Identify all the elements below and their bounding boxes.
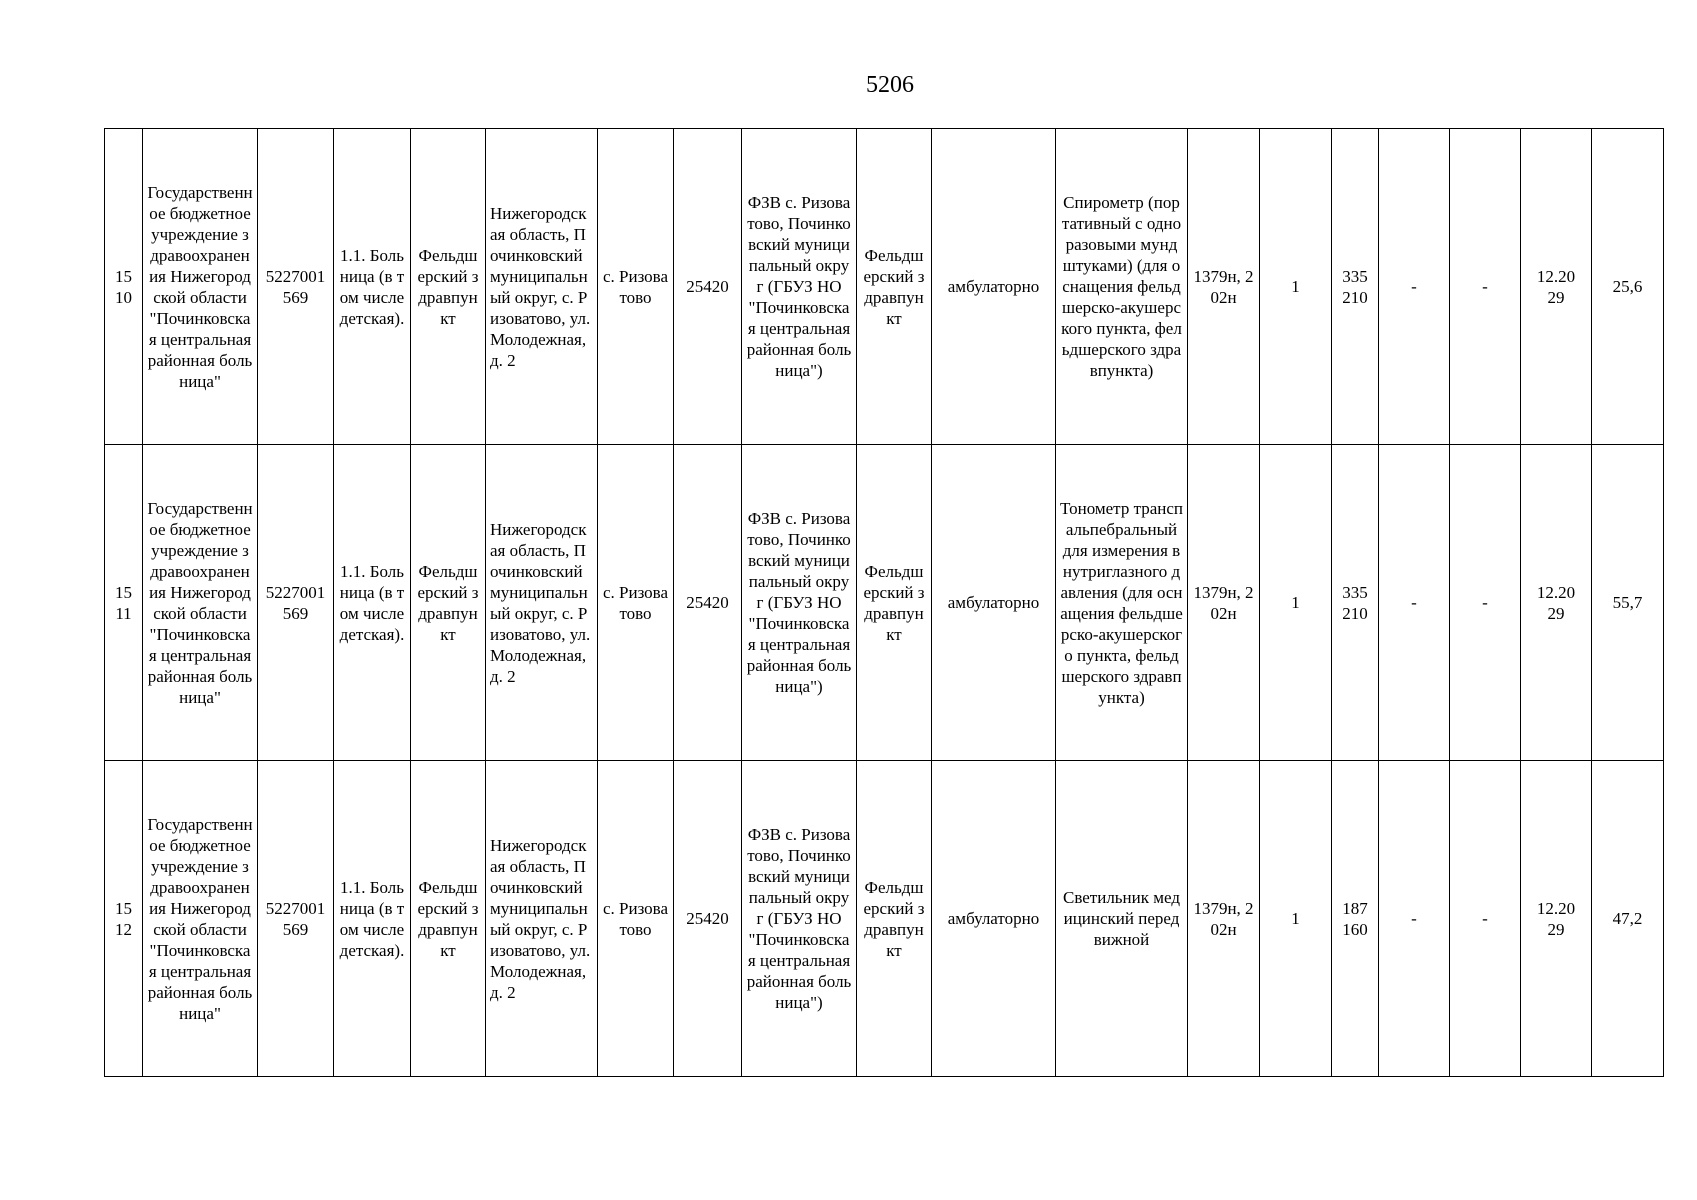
date-cell: 12.2029	[1521, 445, 1592, 761]
inn-cell: 5227001569	[258, 445, 334, 761]
category-cell: 1.1. Больница (в том числе детская).	[334, 445, 411, 761]
address-cell: Нижегородская область, Починковский муниципальный округ, с. Ризоватово, ул.Молодежная, д. 2	[486, 129, 598, 445]
table-row	[105, 129, 1664, 445]
price-cell: 25,6	[1592, 129, 1664, 445]
price-cell: 55,7	[1592, 445, 1664, 761]
code-cell: 335210	[1332, 129, 1379, 445]
unit-kind-cell: Фельдшерский здравпункт	[857, 761, 932, 1077]
dash-cell-b: -	[1450, 761, 1521, 1077]
page-number: 5206	[866, 72, 914, 98]
category-cell: 1.1. Больница (в том числе детская).	[334, 129, 411, 445]
inn-cell: 5227001569	[258, 129, 334, 445]
code-cell: 335210	[1332, 445, 1379, 761]
row-number: 1510	[105, 129, 143, 445]
row-number: 1511	[105, 445, 143, 761]
dash-cell-a: -	[1379, 129, 1450, 445]
code-cell: 187160	[1332, 761, 1379, 1077]
oktmo-cell: 25420	[674, 129, 742, 445]
price-cell: 47,2	[1592, 761, 1664, 1077]
dash-cell-a: -	[1379, 761, 1450, 1077]
equipment-cell: Спирометр (портативный с одноразовыми мундштуками) (для оснащения фельдшерско-акушерского пункта, фельдшерского здравпункта)	[1056, 129, 1188, 445]
registry-table	[104, 128, 1664, 1077]
address-cell: Нижегородская область, Починковский муниципальный округ, с. Ризоватово, ул.Молодежная, д. 2	[486, 445, 598, 761]
care-conditions-cell: амбулаторно	[932, 761, 1056, 1077]
inn-cell: 5227001569	[258, 761, 334, 1077]
quantity-cell: 1	[1260, 761, 1332, 1077]
settlement-cell: с. Ризоватово	[598, 129, 674, 445]
institution-cell: Государственное бюджетное учреждение здравоохранения Нижегородской области "Починковская центральная районная больница"	[143, 129, 258, 445]
quantity-cell: 1	[1260, 129, 1332, 445]
date-cell: 12.2029	[1521, 129, 1592, 445]
unit-name-cell: ФЗВ с. Ризоватово, Починковский муниципальный округ (ГБУЗ НО "Починковская центральная районная больница")	[742, 761, 857, 1077]
unit-kind-cell: Фельдшерский здравпункт	[857, 129, 932, 445]
equipment-cell: Светильник медицинский передвижной	[1056, 761, 1188, 1077]
dash-cell-a: -	[1379, 445, 1450, 761]
unit-kind-cell: Фельдшерский здравпункт	[857, 445, 932, 761]
dash-cell-b: -	[1450, 445, 1521, 761]
order-cell: 1379н, 202н	[1188, 129, 1260, 445]
institution-cell: Государственное бюджетное учреждение здравоохранения Нижегородской области "Починковская центральная районная больница"	[143, 761, 258, 1077]
address-cell: Нижегородская область, Починковский муниципальный округ, с. Ризоватово, ул.Молодежная, д. 2	[486, 761, 598, 1077]
table-row	[105, 445, 1664, 761]
order-cell: 1379н, 202н	[1188, 445, 1260, 761]
dash-cell-b: -	[1450, 129, 1521, 445]
oktmo-cell: 25420	[674, 761, 742, 1077]
unit-name-cell: ФЗВ с. Ризоватово, Починковский муниципальный округ (ГБУЗ НО "Починковская центральная районная больница")	[742, 445, 857, 761]
date-cell: 12.2029	[1521, 761, 1592, 1077]
unit-name-cell: ФЗВ с. Ризоватово, Починковский муниципальный округ (ГБУЗ НО "Починковская центральная районная больница")	[742, 129, 857, 445]
category-cell: 1.1. Больница (в том числе детская).	[334, 761, 411, 1077]
order-cell: 1379н, 202н	[1188, 761, 1260, 1077]
settlement-cell: с. Ризоватово	[598, 761, 674, 1077]
row-number: 1512	[105, 761, 143, 1077]
institution-cell: Государственное бюджетное учреждение здравоохранения Нижегородской области "Починковская центральная районная больница"	[143, 445, 258, 761]
care-conditions-cell: амбулаторно	[932, 129, 1056, 445]
unit-type-cell: Фельдшерский здравпункт	[411, 761, 486, 1077]
unit-type-cell: Фельдшерский здравпункт	[411, 445, 486, 761]
unit-type-cell: Фельдшерский здравпункт	[411, 129, 486, 445]
quantity-cell: 1	[1260, 445, 1332, 761]
settlement-cell: с. Ризоватово	[598, 445, 674, 761]
care-conditions-cell: амбулаторно	[932, 445, 1056, 761]
table-row	[105, 761, 1664, 1077]
equipment-cell: Тонометр транспальпебральный для измерения внутриглазного давления (для оснащения фельдшерско-акушерского пункта, фельдшерского здравпункта)	[1056, 445, 1188, 761]
oktmo-cell: 25420	[674, 445, 742, 761]
